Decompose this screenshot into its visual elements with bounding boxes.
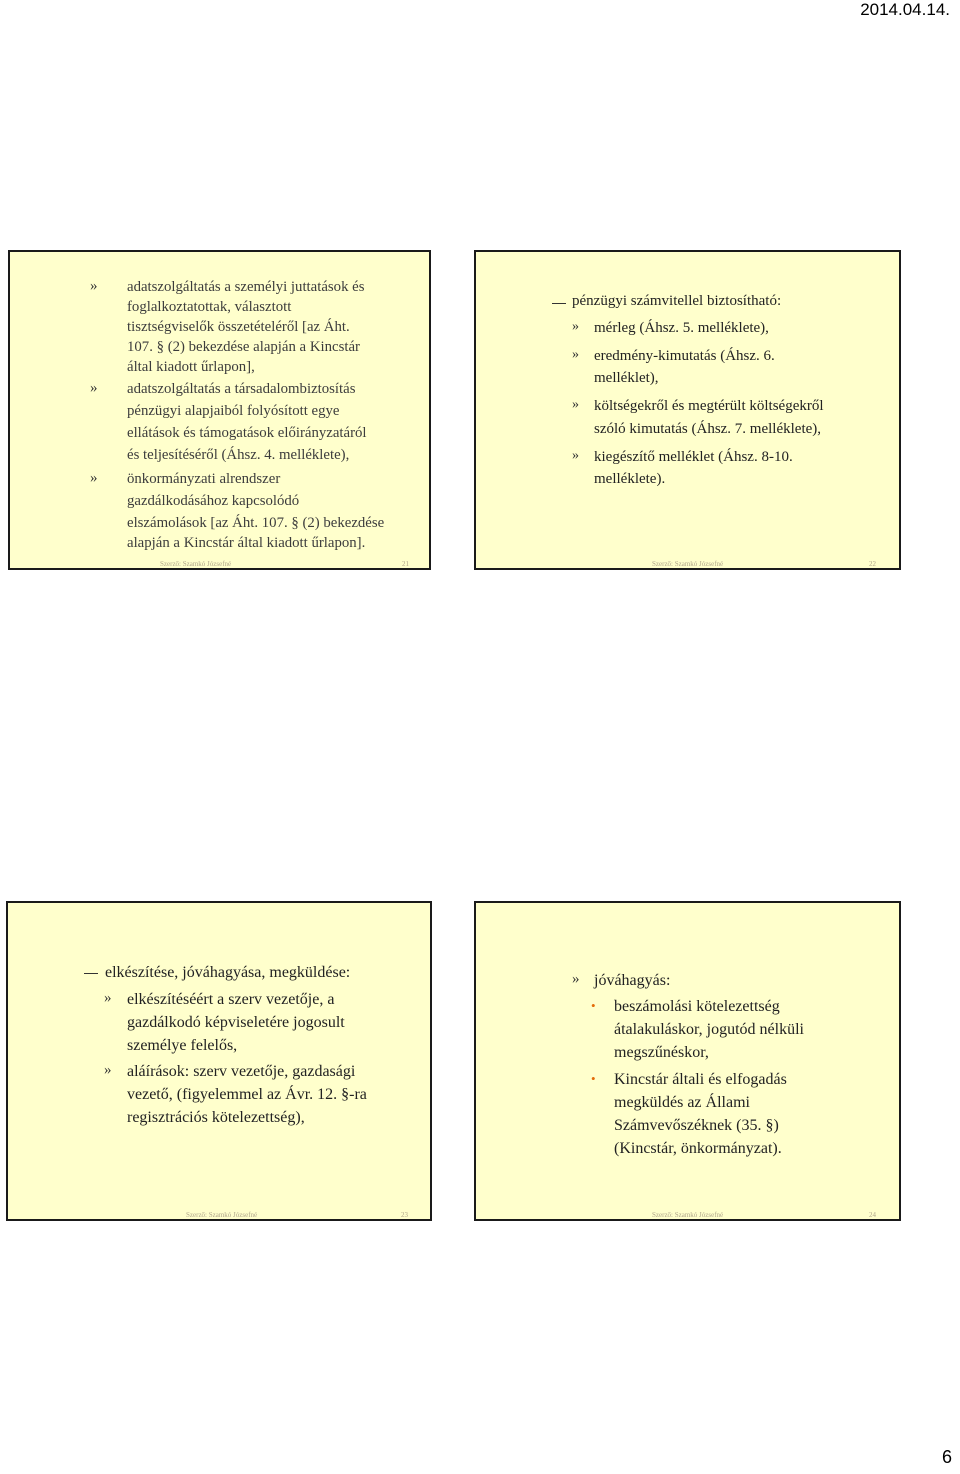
text-line: alapján a Kincstár által kiadott űrlapon]. — [127, 535, 366, 551]
text-line: melléklet), — [594, 370, 659, 386]
raquo-bullet: » — [572, 397, 579, 412]
text-line: költségekről és megtérült költségekről — [594, 398, 824, 414]
raquo-bullet: » — [104, 1062, 112, 1078]
slide-heading: jóváhagyás: — [594, 972, 671, 989]
text-line: személye felelős, — [127, 1037, 238, 1054]
raquo-bullet: » — [572, 448, 579, 463]
slide-23 — [6, 901, 432, 1221]
text-line: által kiadott űrlapon], — [127, 359, 255, 375]
text-line: szóló kimutatás (Áhsz. 7. melléklete), — [594, 421, 822, 437]
dash-bullet — [552, 303, 566, 304]
slide-number: 23 — [401, 1211, 408, 1219]
text-line: foglalkoztatottak, választott — [127, 299, 292, 315]
slide-number: 22 — [869, 560, 876, 568]
text-line: tisztségviselők összetételéről [az Áht. — [127, 319, 350, 335]
text-line: önkormányzati alrendszer — [127, 471, 281, 487]
dot-bullet: • — [591, 1071, 596, 1086]
text-line: gazdálkodásához kapcsolódó — [127, 493, 300, 509]
text-line: elszámolások [az Áht. 107. § (2) bekezdése — [127, 515, 385, 531]
text-line: ellátások és támogatások előirányzatáról — [127, 425, 367, 441]
text-line: Számvevőszéknek (35. §) — [614, 1117, 779, 1134]
slide-number: 21 — [402, 560, 409, 568]
raquo-bullet: » — [572, 319, 579, 334]
dash-bullet — [84, 973, 98, 974]
text-line: aláírások: szerv vezetője, gazdasági — [127, 1063, 356, 1080]
text-line: adatszolgáltatás a társadalombiztosítás — [127, 381, 356, 397]
raquo-bullet: » — [572, 347, 579, 362]
slide-24 — [474, 901, 901, 1221]
text-line: (Kincstár, önkormányzat). — [614, 1140, 782, 1157]
slide-author: Szerző: Szamkó Józsefné — [186, 1211, 258, 1219]
slide-author: Szerző: Szamkó Józsefné — [652, 560, 724, 568]
text-line: melléklete). — [594, 471, 666, 487]
text-line: kiegészítő melléklet (Áhsz. 8-10. — [594, 449, 793, 465]
slide-author: Szerző: Szamkó Józsefné — [652, 1211, 724, 1219]
text-line: regisztrációs kötelezettség), — [127, 1109, 305, 1126]
slide-author: Szerző: Szamkó Józsefné — [160, 560, 232, 568]
text-line: beszámolási kötelezettség — [614, 998, 780, 1015]
slide-heading: pénzügyi számvitellel biztosítható: — [572, 293, 782, 309]
raquo-bullet: » — [572, 971, 580, 987]
text-line: és teljesítéséről (Áhsz. 4. melléklete), — [127, 447, 350, 463]
text-line: adatszolgáltatás a személyi juttatások és — [127, 279, 365, 295]
text-line: 107. § (2) bekezdése alapján a Kincstár — [127, 339, 360, 355]
dot-bullet: • — [591, 998, 596, 1013]
raquo-bullet: » — [90, 470, 98, 486]
text-line: elkészítéséért a szerv vezetője, a — [127, 991, 335, 1008]
page-number: 6 — [941, 1447, 952, 1467]
slide-number: 24 — [869, 1211, 876, 1219]
text-line: vezető, (figyelemmel az Ávr. 12. §-ra — [127, 1086, 367, 1103]
text-line: Kincstár általi és elfogadás — [614, 1071, 787, 1088]
raquo-bullet: » — [90, 380, 98, 396]
raquo-bullet: » — [104, 990, 112, 1006]
text-line: pénzügyi alapjaiból folyósított egye — [127, 403, 340, 419]
text-line: gazdálkodó képviseletére jogosult — [127, 1014, 345, 1031]
text-line: eredmény-kimutatás (Áhsz. 6. — [594, 348, 775, 364]
text-line: mérleg (Áhsz. 5. melléklete), — [594, 320, 769, 336]
text-line: megszűnéskor, — [614, 1044, 709, 1061]
slide-21 — [8, 250, 431, 570]
slide-22 — [474, 250, 901, 570]
text-line: átalakuláskor, jogutód nélküli — [614, 1021, 804, 1038]
page-date: 2014.04.14. — [860, 0, 950, 19]
raquo-bullet: » — [90, 278, 98, 294]
text-line: megküldés az Állami — [614, 1094, 750, 1111]
slide-heading: elkészítése, jóváhagyása, megküldése: — [105, 964, 351, 981]
